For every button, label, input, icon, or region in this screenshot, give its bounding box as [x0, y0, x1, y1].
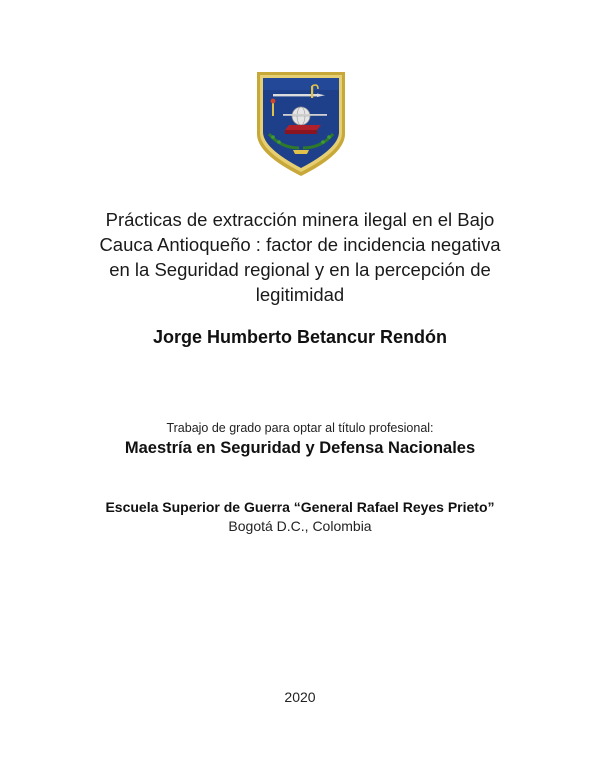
degree-title: Maestría en Seguridad y Defensa Nacionales: [124, 439, 476, 457]
author-name: Jorge Humberto Betancur Rendón: [152, 327, 448, 347]
coat-of-arms-icon: [255, 70, 347, 178]
city-location: Bogotá D.C., Colombia: [228, 518, 372, 534]
school-name: Escuela Superior de Guerra “General Rafael Reyes Prieto”: [105, 499, 495, 515]
publication-year: 2020: [284, 689, 316, 705]
document-title: Prácticas de extracción minera ilegal en el Bajo Cauca Antioqueño : factor de incidencia negativa en la Seguridad regional y en la percepción de legitimidad: [99, 209, 501, 305]
degree-intro: Trabajo de grado para optar al título profesional:: [166, 421, 434, 435]
